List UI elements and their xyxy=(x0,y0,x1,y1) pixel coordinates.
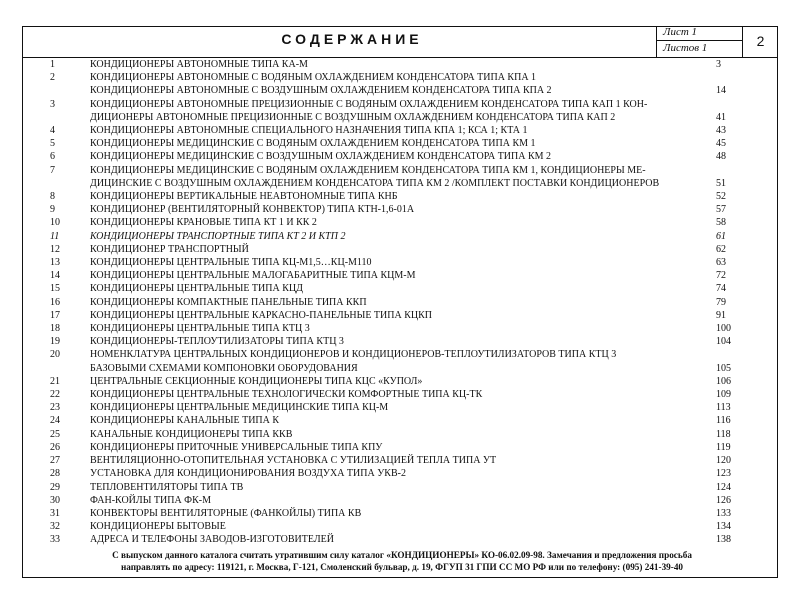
toc-number: 2 xyxy=(50,72,55,84)
toc-row xyxy=(26,401,776,414)
footer-line-1: С выпуском данного каталога считать утратившим силу каталог «КОНДИЦИОНЕРЫ» КО-06.02.09-98. Замечания и предложения просьба xyxy=(112,550,692,560)
toc-page: 48 xyxy=(716,151,726,163)
toc-page: 113 xyxy=(716,402,731,414)
toc-number: 8 xyxy=(50,191,55,203)
table-of-contents xyxy=(26,58,776,547)
toc-title-line: КОНДИЦИОНЕРЫ ТРАНСПОРТНЫЕ ТИПА КТ 2 И КТП 2 xyxy=(90,230,346,242)
toc-title xyxy=(90,454,726,467)
toc-row xyxy=(26,335,776,348)
toc-page: 43 xyxy=(716,125,726,137)
toc-title-line: КОНДИЦИОНЕРЫ АВТОНОМНЫЕ ТИПА КА-М xyxy=(90,59,308,70)
toc-page: 41 xyxy=(716,111,726,123)
toc-title xyxy=(90,203,726,216)
sheet-label: Лист 1 xyxy=(657,26,743,41)
toc-title-line: КОНДИЦИОНЕРЫ БЫТОВЫЕ xyxy=(90,521,226,533)
toc-number: 20 xyxy=(50,349,60,361)
toc-page: 116 xyxy=(716,415,731,427)
toc-title-line: ФАН-КОЙЛЫ ТИПА ФК-М xyxy=(90,494,211,506)
toc-title xyxy=(90,481,726,494)
toc-row xyxy=(26,309,776,322)
toc-title xyxy=(90,282,726,295)
toc-page: 3 xyxy=(716,59,721,70)
toc-page: 120 xyxy=(716,455,731,467)
toc-title xyxy=(90,216,726,229)
toc-title-line: ТЕПЛОВЕНТИЛЯТОРЫ ТИПА ТВ xyxy=(90,481,244,493)
toc-row xyxy=(26,243,776,256)
toc-number: 33 xyxy=(50,534,60,546)
toc-title-line: АДРЕСА И ТЕЛЕФОНЫ ЗАВОДОВ-ИЗГОТОВИТЕЛЕЙ xyxy=(90,534,334,546)
toc-title-line: КОНДИЦИОНЕРЫ ЦЕНТРАЛЬНЫЕ КАРКАСНО-ПАНЕЛЬНЫЕ ТИПА КЦКП xyxy=(90,309,432,321)
toc-title-line: УСТАНОВКА ДЛЯ КОНДИЦИОНИРОВАНИЯ ВОЗДУХА ТИПА УКВ-2 xyxy=(90,468,406,480)
toc-number: 31 xyxy=(50,507,60,519)
toc-page: 104 xyxy=(716,336,731,348)
toc-number: 23 xyxy=(50,402,60,414)
toc-page: 61 xyxy=(716,230,726,242)
toc-page: 124 xyxy=(716,481,731,493)
toc-title-line: КОНДИЦИОНЕРЫ АВТОНОМНЫЕ С ВОДЯНЫМ ОХЛАЖДЕНИЕМ КОНДЕНСАТОРА ТИПА КПА 1 xyxy=(90,72,537,84)
toc-page: 57 xyxy=(716,204,726,216)
toc-number: 19 xyxy=(50,336,60,348)
toc-title-line: ДИЦИНСКИЕ С ВОЗДУШНЫМ ОХЛАЖДЕНИЕМ КОНДЕНСАТОРА ТИПА КМ 2 /КОМПЛЕКТ ПОСТАВКИ КОНДИЦИОНЕРОВ xyxy=(90,177,660,189)
toc-title xyxy=(90,256,726,269)
footer-note xyxy=(30,549,774,573)
toc-number: 25 xyxy=(50,428,60,440)
toc-title-line: КОНДИЦИОНЕРЫ ЦЕНТРАЛЬНЫЕ МЕДИЦИНСКИЕ ТИПА КЦ-М xyxy=(90,402,389,414)
toc-title xyxy=(90,348,726,374)
toc-title xyxy=(90,507,726,520)
toc-row xyxy=(26,164,776,190)
toc-row xyxy=(26,256,776,269)
toc-number: 29 xyxy=(50,481,60,493)
page-title: СОДЕРЖАНИЕ xyxy=(281,31,423,47)
toc-row xyxy=(26,269,776,282)
toc-page: 109 xyxy=(716,389,731,401)
toc-page: 51 xyxy=(716,177,726,189)
toc-page: 45 xyxy=(716,138,726,150)
toc-row xyxy=(26,296,776,309)
toc-page: 52 xyxy=(716,191,726,203)
toc-title xyxy=(90,322,726,335)
toc-title xyxy=(90,243,726,256)
toc-title-line: КОНДИЦИОНЕРЫ ЦЕНТРАЛЬНЫЕ ТИПА КТЦ 3 xyxy=(90,323,310,335)
toc-title xyxy=(90,520,726,533)
toc-number: 5 xyxy=(50,138,55,150)
toc-row xyxy=(26,58,776,71)
toc-title xyxy=(90,58,726,71)
toc-number: 11 xyxy=(50,230,60,242)
toc-title xyxy=(90,296,726,309)
toc-row xyxy=(26,282,776,295)
toc-number: 32 xyxy=(50,521,60,533)
toc-number: 18 xyxy=(50,323,60,335)
toc-title-line: КОНДИЦИОНЕРЫ ВЕРТИКАЛЬНЫЕ НЕАВТОНОМНЫЕ ТИПА КНБ xyxy=(90,191,398,203)
toc-title-line: КОНДИЦИОНЕР ТРАНСПОРТНЫЙ xyxy=(90,243,249,255)
toc-row xyxy=(26,203,776,216)
toc-page: 74 xyxy=(716,283,726,295)
toc-page: 105 xyxy=(716,362,731,374)
toc-number: 27 xyxy=(50,455,60,467)
toc-page: 133 xyxy=(716,507,731,519)
toc-title-line: КОНДИЦИОНЕРЫ АВТОНОМНЫЕ С ВОЗДУШНЫМ ОХЛАЖДЕНИЕМ КОНДЕНСАТОРА ТИПА КПА 2 xyxy=(90,85,552,97)
toc-row xyxy=(26,98,776,124)
toc-title xyxy=(90,441,726,454)
toc-title xyxy=(90,428,726,441)
toc-row xyxy=(26,375,776,388)
toc-title-line: КОНДИЦИОНЕРЫ АВТОНОМНЫЕ СПЕЦИАЛЬНОГО НАЗНАЧЕНИЯ ТИПА КПА 1; КСА 1; КТА 1 xyxy=(90,125,528,137)
toc-title-line: ВЕНТИЛЯЦИОННО-ОТОПИТЕЛЬНАЯ УСТАНОВКА С УТИЛИЗАЦИЕЙ ТЕПЛА ТИПА УТ xyxy=(90,455,497,467)
toc-title-line: ЦЕНТРАЛЬНЫЕ СЕКЦИОННЫЕ КОНДИЦИОНЕРЫ ТИПА КЦС «КУПОЛ» xyxy=(90,375,423,387)
toc-page: 123 xyxy=(716,468,731,480)
toc-title-line: КОНДИЦИОНЕРЫ ЦЕНТРАЛЬНЫЕ МАЛОГАБАРИТНЫЕ ТИПА КЦМ-М xyxy=(90,270,416,282)
toc-title xyxy=(90,150,726,163)
toc-title xyxy=(90,414,726,427)
toc-title-line: КОНВЕКТОРЫ ВЕНТИЛЯТОРНЫЕ (ФАНКОЙЛЫ) ТИПА КВ xyxy=(90,507,362,519)
toc-page: 100 xyxy=(716,323,731,335)
toc-number: 21 xyxy=(50,375,60,387)
toc-title-line: КОНДИЦИОНЕРЫ КРАНОВЫЕ ТИПА КТ 1 И КК 2 xyxy=(90,217,317,229)
toc-row xyxy=(26,348,776,374)
toc-row xyxy=(26,441,776,454)
toc-title-line: НОМЕНКЛАТУРА ЦЕНТРАЛЬНЫХ КОНДИЦИОНЕРОВ И КОНДИЦИОНЕРОВ-ТЕПЛОУТИЛИЗАТОРОВ ТИПА КТЦ 3 xyxy=(90,349,617,361)
toc-number: 9 xyxy=(50,204,55,216)
toc-row xyxy=(26,414,776,427)
toc-title xyxy=(90,467,726,480)
toc-row xyxy=(26,467,776,480)
toc-number: 17 xyxy=(50,309,60,321)
toc-number: 1 xyxy=(50,59,55,70)
toc-page: 58 xyxy=(716,217,726,229)
toc-number: 24 xyxy=(50,415,60,427)
toc-row xyxy=(26,137,776,150)
toc-title xyxy=(90,494,726,507)
toc-row xyxy=(26,454,776,467)
toc-page: 14 xyxy=(716,85,726,97)
sheet-info-box xyxy=(656,26,743,57)
toc-row xyxy=(26,388,776,401)
toc-page: 118 xyxy=(716,428,731,440)
toc-number: 12 xyxy=(50,243,60,255)
toc-title xyxy=(90,230,726,243)
toc-page: 62 xyxy=(716,243,726,255)
toc-row xyxy=(26,71,776,97)
toc-row xyxy=(26,520,776,533)
toc-row xyxy=(26,481,776,494)
toc-title-line: КОНДИЦИОНЕРЫ ЦЕНТРАЛЬНЫЕ ТИПА КЦ-М1,5…КЦ-М110 xyxy=(90,257,372,269)
toc-number: 15 xyxy=(50,283,60,295)
toc-page: 72 xyxy=(716,270,726,282)
toc-page: 134 xyxy=(716,521,731,533)
toc-page: 119 xyxy=(716,441,731,453)
toc-row xyxy=(26,150,776,163)
toc-title-line: КОНДИЦИОНЕРЫ МЕДИЦИНСКИЕ С ВОДЯНЫМ ОХЛАЖДЕНИЕМ КОНДЕНСАТОРА ТИПА КМ 1, КОНДИЦИОНЕРЫ МЕ- xyxy=(90,164,646,176)
toc-title xyxy=(90,309,726,322)
page-number: 2 xyxy=(742,26,778,57)
toc-number: 4 xyxy=(50,125,55,137)
toc-title xyxy=(90,98,726,124)
toc-title xyxy=(90,137,726,150)
toc-number: 7 xyxy=(50,164,55,176)
toc-title xyxy=(90,375,726,388)
toc-number: 13 xyxy=(50,257,60,269)
toc-title-line: КОНДИЦИОНЕРЫ ПРИТОЧНЫЕ УНИВЕРСАЛЬНЫЕ ТИПА КПУ xyxy=(90,441,383,453)
toc-number: 22 xyxy=(50,389,60,401)
toc-title xyxy=(90,533,726,546)
toc-page: 91 xyxy=(716,309,726,321)
toc-title-line: КОНДИЦИОНЕРЫ МЕДИЦИНСКИЕ С ВОЗДУШНЫМ ОХЛАЖДЕНИЕМ КОНДЕНСАТОРА ТИПА КМ 2 xyxy=(90,151,552,163)
toc-title-line: КОНДИЦИОНЕРЫ АВТОНОМНЫЕ ПРЕЦИЗИОННЫЕ С ВОДЯНЫМ ОХЛАЖДЕНИЕМ КОНДЕНСАТОРА ТИПА КАП 1 КОН- xyxy=(90,98,648,110)
toc-page: 126 xyxy=(716,494,731,506)
toc-title xyxy=(90,335,726,348)
toc-title xyxy=(90,164,726,190)
toc-title xyxy=(90,388,726,401)
toc-page: 138 xyxy=(716,534,731,546)
toc-title xyxy=(90,269,726,282)
sheets-count-label: Листов 1 xyxy=(663,42,708,54)
toc-page: 63 xyxy=(716,257,726,269)
toc-number: 30 xyxy=(50,494,60,506)
toc-number: 3 xyxy=(50,98,55,110)
toc-title-line: КОНДИЦИОНЕРЫ КАНАЛЬНЫЕ ТИПА К xyxy=(90,415,280,427)
toc-row xyxy=(26,190,776,203)
toc-title-line: БАЗОВЫМИ СХЕМАМИ КОМПОНОВКИ ОБОРУДОВАНИЯ xyxy=(90,362,358,374)
toc-row xyxy=(26,230,776,243)
toc-row xyxy=(26,322,776,335)
toc-row xyxy=(26,428,776,441)
footer-line-2: направлять по адресу: 119121, г. Москва, Г-121, Смоленский бульвар, д. 19, ФГУП 31 ГПИ СС МО РФ или по телефону: (095) 241-39-40 xyxy=(120,562,684,572)
toc-title xyxy=(90,401,726,414)
toc-title-line: КОНДИЦИОНЕРЫ-ТЕПЛОУТИЛИЗАТОРЫ ТИПА КТЦ 3 xyxy=(90,336,344,348)
toc-row xyxy=(26,124,776,137)
toc-title-line: КОНДИЦИОНЕРЫ КОМПАКТНЫЕ ПАНЕЛЬНЫЕ ТИПА ККП xyxy=(90,296,367,308)
toc-title-line: ДИЦИОНЕРЫ АВТОНОМНЫЕ ПРЕЦИЗИОННЫЕ С ВОЗДУШНЫМ ОХЛАЖДЕНИЕМ КОНДЕНСАТОРА ТИПА КАП 2 xyxy=(90,111,616,123)
toc-title xyxy=(90,71,726,97)
toc-number: 6 xyxy=(50,151,55,163)
toc-number: 14 xyxy=(50,270,60,282)
toc-title-line: КОНДИЦИОНЕР (ВЕНТИЛЯТОРНЫЙ КОНВЕКТОР) ТИПА КТН-1,6-01А xyxy=(90,204,415,216)
toc-row xyxy=(26,494,776,507)
toc-number: 28 xyxy=(50,468,60,480)
toc-title xyxy=(90,124,726,137)
toc-title-line: КОНДИЦИОНЕРЫ МЕДИЦИНСКИЕ С ВОДЯНЫМ ОХЛАЖДЕНИЕМ КОНДЕНСАТОРА ТИПА КМ 1 xyxy=(90,138,536,150)
toc-title-line: КОНДИЦИОНЕРЫ ЦЕНТРАЛЬНЫЕ ТИПА КЦД xyxy=(90,283,303,295)
toc-page: 106 xyxy=(716,375,731,387)
toc-title-line: КОНДИЦИОНЕРЫ ЦЕНТРАЛЬНЫЕ ТЕХНОЛОГИЧЕСКИ КОМФОРТНЫЕ ТИПА КЦ-ТК xyxy=(90,389,483,401)
toc-page: 79 xyxy=(716,296,726,308)
toc-number: 16 xyxy=(50,296,60,308)
toc-number: 26 xyxy=(50,441,60,453)
header-block xyxy=(22,26,778,58)
toc-title xyxy=(90,190,726,203)
toc-row xyxy=(26,533,776,546)
toc-title-line: КАНАЛЬНЫЕ КОНДИЦИОНЕРЫ ТИПА ККВ xyxy=(90,428,293,440)
toc-number: 10 xyxy=(50,217,60,229)
toc-row xyxy=(26,216,776,229)
toc-row xyxy=(26,507,776,520)
